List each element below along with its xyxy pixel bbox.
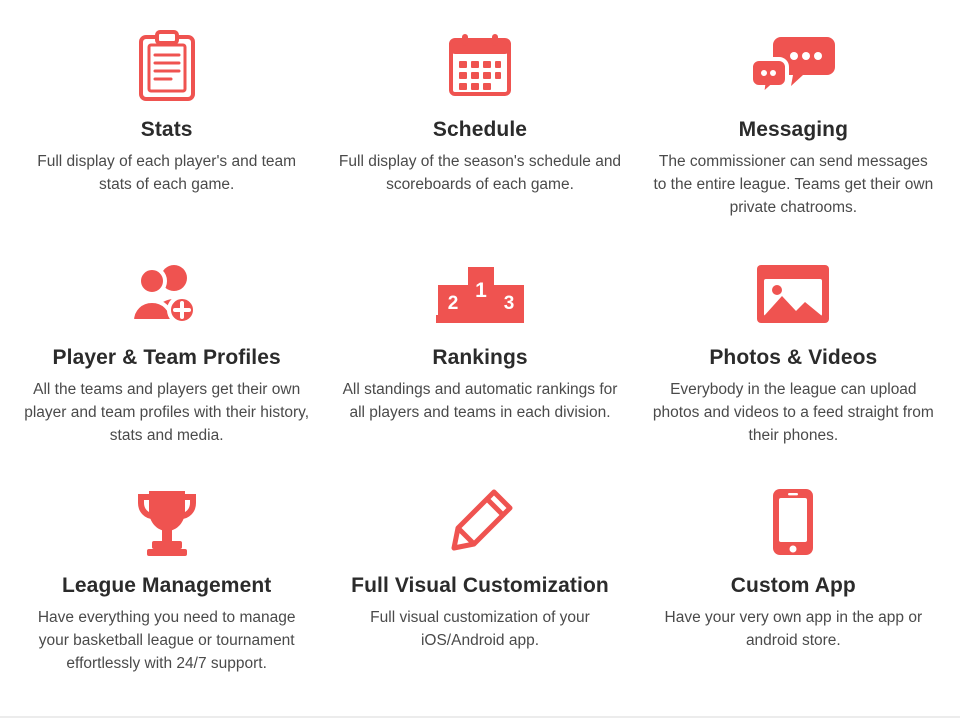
feature-title: League Management <box>61 573 272 597</box>
feature-title: Schedule <box>432 118 528 141</box>
feature-card-full-visual-customization <box>323 474 636 694</box>
feature-title: Photos & Videos <box>709 345 878 369</box>
feature-description: Everybody in the league can upload photos and videos to a feed straight from their phones. <box>652 381 934 444</box>
feature-card-league-management <box>10 474 323 694</box>
feature-title: Stats <box>140 118 193 141</box>
feature-card-rankings <box>323 246 636 466</box>
feature-card-player-team-profiles <box>10 246 323 466</box>
feature-title: Messaging <box>738 118 849 141</box>
clipboard-stats-icon <box>138 18 196 114</box>
feature-card-stats <box>10 18 323 238</box>
feature-title: Rankings <box>432 345 528 369</box>
feature-card-schedule <box>323 18 636 238</box>
podium-label-first: 1 <box>475 278 487 302</box>
pencil-icon <box>446 474 514 570</box>
feature-description: All standings and automatic rankings for all players and teams in each division. <box>342 381 618 421</box>
feature-description: Have your very own app in the app or android store. <box>664 608 923 649</box>
feature-description: All the teams and players get their own player and team profiles with their history, stats and media. <box>24 381 310 444</box>
podium-label-third: 3 <box>503 292 515 314</box>
podium-label-second: 2 <box>447 292 459 314</box>
feature-title: Custom App <box>730 573 856 597</box>
photo-image-icon <box>755 246 831 342</box>
mobile-phone-icon <box>771 474 815 570</box>
feature-description: The commissioner can send messages to the entire league. Teams get their own private chatrooms. <box>653 153 934 216</box>
feature-card-custom-app <box>637 474 950 694</box>
add-user-group-icon <box>130 246 204 342</box>
chat-bubbles-icon <box>747 18 839 114</box>
feature-description: Full display of the season's schedule and scoreboards of each game. <box>338 153 622 194</box>
trophy-icon <box>136 474 198 570</box>
feature-title: Full Visual Customization <box>351 573 609 597</box>
feature-title: Player & Team Profiles <box>52 345 281 369</box>
feature-card-photos-videos <box>637 246 950 466</box>
podium-ranking-icon <box>434 246 526 342</box>
feature-description: Full display of each player's and team stats of each game. <box>37 153 297 194</box>
feature-description: Full visual customization of your iOS/Android app. <box>370 608 590 649</box>
feature-card-messaging <box>637 18 950 238</box>
calendar-icon <box>448 18 512 114</box>
feature-description: Have everything you need to manage your basketball league or tournament effortlessly with 24/7 support. <box>37 608 296 672</box>
